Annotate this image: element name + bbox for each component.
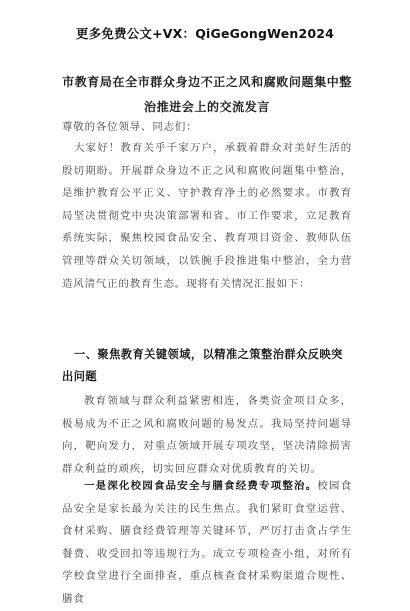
item-1-text: 校园食品安全是家长最为关注的民生焦点。我们紧盯食堂运营、食材采购、膳食经费管理等关键环节，严厉打击贪占学生餐费、收受回扣等违规行为。成立专项检查小组，对所有学校食堂进行全面排查，重点核查食材采购渠道合规性、膳食 [62, 480, 353, 605]
intro-paragraph: 大家好！教育关乎千家万户，承载着群众对美好生活的殷切期盼。开展群众身边不正之风和腐败问题集中整治，是维护教育公平正义、守护教育净土的必然要求。市教育局坚决贯彻党中央决策部署和省、市工作要求，立足教育系统实际，聚焦校园食品安全、教育项目资金、教师队伍管理等群众关切领域，以铁腕手段推进集中整治，全力营造风清气正的教育生态。现将有关情况汇报如下： [62, 142, 352, 290]
section-heading-1: 一、聚焦教育关键领域，以精准之策整治群众反映突出问题 [62, 348, 343, 383]
salutation: 尊敬的各位领导、同志们： [62, 121, 198, 133]
item-1-lead: 一是深化校园食品安全与膳食经费专项整治。 [84, 480, 318, 492]
document-title: 市教育局在全市群众身边不正之风和腐败问题集中整治推进会上的交流发言 [62, 75, 352, 114]
promo-banner: 更多免费公文+VX：QiGeGongWen2024 [75, 26, 335, 41]
section-1-item-1 [62, 475, 352, 611]
section-1-paragraph: 教育领域与群众利益紧密相连，各类资金项目众多，极易成为不正之风和腐败问题的易发点。我局坚持问题导向，靶向发力，对重点领域开展专项攻坚，坚决清除损害群众利益的顽疾，切实回应群众对优质教育的关切。 [62, 395, 352, 475]
